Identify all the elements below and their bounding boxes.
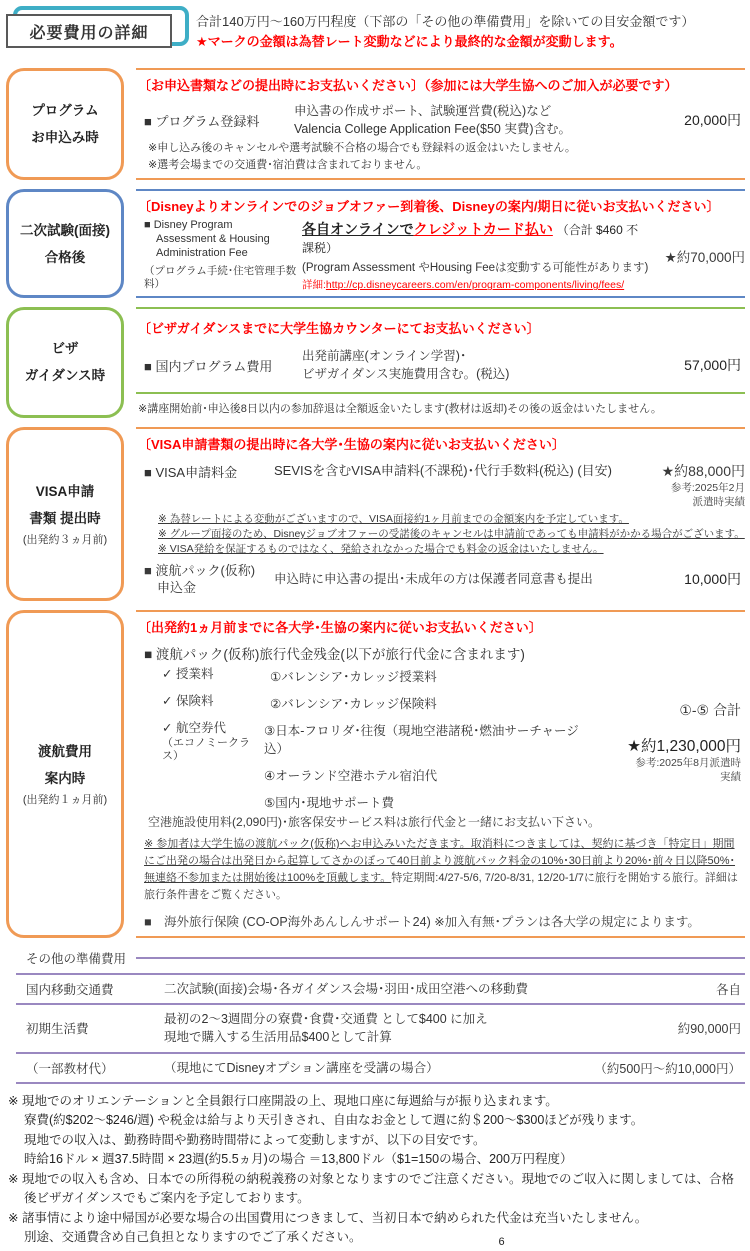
section-travel-costs: [6, 610, 745, 938]
fee-name-line: Assessment & Housing: [156, 233, 270, 246]
row-description: 二次試験(面接)会場･各ガイダンス会場･羽田･成田空港への移動費: [164, 982, 528, 997]
stage-label: 渡航費用: [38, 744, 92, 760]
fee-name-line: ■ Disney Program: [144, 219, 233, 232]
payment-method-text: 各自オンラインで: [302, 221, 414, 238]
stage-sublabel: (出発約１ヵ月前): [22, 794, 108, 807]
note-line: ※ 為替レートによる変動がございますので、VISA面接約1ヶ月前までの金額案内を予定しています。: [158, 512, 629, 525]
table-row: [16, 1003, 745, 1051]
row-amount: 約90,000円: [677, 1022, 741, 1037]
stage-label: 合格後: [44, 249, 86, 265]
fee-row-disney-fee: [144, 219, 745, 292]
payment-method-block: [302, 219, 649, 292]
row-name: 国内移動交通費: [26, 983, 114, 998]
cancellation-note: [144, 836, 745, 904]
divider: [136, 957, 745, 959]
stage-box-travel-costs: [6, 610, 124, 938]
check-label: ✓ 保険料: [162, 694, 214, 709]
detail-label: 詳細:: [302, 279, 326, 292]
header-summary-block: [196, 6, 694, 52]
total-reference: 参考:2025年8月派遣時: [635, 757, 741, 770]
fee-row-visa-fee: [144, 461, 745, 509]
footer-notes: [8, 1092, 745, 1251]
other-fees-label: その他の準備費用: [26, 952, 127, 967]
footer-note: 時給16ドル × 週37.5時間 × 23週(約5.5ヵ月)の場合 ＝13,800ドル（$1=150の場合、200万円程度）: [24, 1152, 573, 1167]
payment-instruction: 〔お申込書類などの提出時にお支払いください〕（参加には大学生協へのご加入が必要です）: [138, 78, 678, 93]
fee-description: [302, 347, 509, 383]
economy-class-label: （エコノミークラス）: [162, 736, 250, 763]
total-label: ①-⑤ 合計: [679, 702, 741, 719]
cancellation-note-underlined: ※ 参加者は大学生協の渡航パック(仮称)へお申込みいただきます。取消料につきましては、契約に基づき「特定日」期間にご出発の場合は出発日から起算してさかのぼって40日前より渡航パック料金の10%･30日前より20%･前々日以降50%･無連絡不参加または開始後は100%を頂戴します。: [144, 838, 736, 885]
fee-name: ■ 渡航パック(仮称)旅行代金残金(以下が旅行代金に含まれます): [144, 647, 525, 663]
credit-card-text: クレジットカード払い: [413, 221, 553, 238]
stage-label: お申込み時: [31, 130, 99, 146]
section-content: [136, 610, 745, 938]
airport-fee-note: 空港施設使用料(2,090円)･旅客保安サービス料は旅行代金と一緒にお支払い下さい。: [148, 815, 601, 830]
stage-sublabel: (出発約３ヵ月前): [22, 534, 108, 547]
fee-name-line: ■ 渡航パック(仮称): [144, 562, 256, 578]
fee-description-line: 申込書の作成サポート、試験運営費(税込)など: [294, 104, 552, 118]
stage-box-visa-guidance: [6, 307, 124, 417]
fee-name: [144, 562, 274, 597]
section-content: [136, 189, 745, 298]
fee-name: [144, 219, 302, 292]
included-item: ①バレンシア･カレッジ授業料: [270, 670, 437, 685]
footer-note: 現地での収入は、勤務時間や勤務時間帯によって変動しますが、以下の目安です。: [24, 1132, 486, 1147]
included-item: ④オーランド空港ホテル宿泊代: [264, 769, 438, 784]
check-label: [162, 721, 264, 811]
stage-label: ビザ: [51, 341, 79, 357]
page-title: 必要費用の詳細: [6, 14, 172, 48]
footer-note: ※ 現地での収入も含め、日本での所得税の納税義務の対象となりますのでご注意ください。現地でのご収入に関しましては、合格後ビザガイダンスでもご案内を予定しております。: [8, 1171, 734, 1206]
included-item-row: [162, 667, 745, 685]
section-visa-application: [6, 427, 745, 601]
fee-name-line: 申込金: [144, 580, 197, 596]
section-visa-guidance: [6, 307, 745, 417]
table-row: [16, 973, 745, 1003]
payment-method: [302, 219, 649, 256]
fee-description: 申込時に申込書の提出･未成年の方は保護者同意書も提出: [274, 572, 593, 587]
fee-amount: 20,000円: [684, 112, 741, 129]
section-content: [136, 307, 745, 417]
cancellation-note-rest: 特定期間:4/27-5/6, 7/20-8/31, 12/20-1/7に旅行を開始する旅行。詳細は旅行条件書をご覧ください。: [144, 872, 738, 902]
refund-note: ※講座開始前･申込後8日以内の参加辞退は全額返金いたします(教材は返却)その後の返金はいたしません。: [138, 402, 662, 415]
footer-note: 寮費(約$202～$246/週) や税金は給与より天引きされ、自由なお金として週に約＄200～$300ほどが残ります。: [24, 1113, 644, 1128]
note-line: ※ グループ面接のため、Disneyジョブオファーの受諾後のキャンセルは申請前であっても申請料がかかる場合がございます。: [158, 527, 745, 540]
visa-notes: [158, 511, 745, 556]
section-interview-pass: [6, 189, 745, 298]
footer-note: ※ 諸事情により途中帰国が必要な場合の出国費用につきまして、当初日本で納められた代金は充当いたしません。: [8, 1210, 648, 1225]
fee-row-domestic-program: [144, 347, 745, 383]
footer-note: 別途、交通費含め自己負担となりますのでご了承ください。: [24, 1230, 362, 1245]
row-description-line: 最初の2～3週間分の寮費･食費･交通費 として$400 に加え: [164, 1012, 488, 1027]
payment-instruction: 〔Disneyよりオンラインでのジョブオファー到着後、Disneyの案内/期日に従いお支払いください〕: [138, 199, 720, 215]
fee-description-line: 出発前講座(オンライン学習)･: [302, 349, 467, 364]
note-line: ※選考会場までの交通費･宿泊費は含まれておりません。: [148, 159, 428, 172]
fee-amount-reference: 参考:2025年2月: [670, 481, 745, 494]
row-description: [164, 1010, 585, 1046]
stage-label: 書類 提出時: [29, 511, 101, 527]
note-line: ※ VISA発給を保証するものではなく、発給されなかった場合でも料金の返金はいたしません。: [158, 542, 604, 555]
fee-description: [294, 102, 571, 138]
stage-box-program-application: [6, 68, 124, 180]
stage-label: プログラム: [31, 103, 99, 119]
table-row: [16, 1052, 745, 1084]
included-item: ⑤国内･現地サポート費: [264, 796, 394, 811]
row-name: （一部教材代）: [26, 1061, 114, 1076]
footer-note: ※ 現地でのオリエンテーションと全員銀行口座開設の上、現地口座に毎週給与が振り込まれます。: [8, 1093, 558, 1108]
stage-label: ガイダンス時: [24, 368, 106, 384]
included-item: ②バレンシア･カレッジ保険料: [270, 697, 437, 712]
payment-total: （合計 $460 不課税）: [302, 223, 639, 256]
included-item: ③日本-フロリダ･往復（現地空港諸税･燃油サーチャージ込）: [264, 724, 579, 757]
travel-total-block: [627, 700, 741, 784]
fee-amount-reference: 派遣時実績: [692, 495, 745, 508]
section-notes: [148, 140, 745, 174]
fee-amount: 57,000円: [684, 357, 741, 374]
stage-label: 案内時: [44, 771, 86, 787]
check-label: ✓ 授業料: [162, 667, 214, 682]
disney-fees-link[interactable]: http://cp.disneycareers.com/en/program-components/living/fees/: [325, 279, 625, 292]
insurance-note: ■ 海外旅行保険 (CO-OP海外あんしんサポート24) ※加入有無･プランは各大学の規定によります。: [144, 915, 700, 930]
fee-description-line: Valencia College Application Fee($50 実費)含む。: [294, 122, 571, 137]
section-content: [136, 427, 745, 601]
total-amount: ★約1,230,000円: [627, 738, 741, 756]
row-amount: （約500円～約10,000円）: [594, 1061, 741, 1076]
other-fees-header: [6, 947, 745, 969]
fee-name-sub: （プログラム手続･住宅管理手数料）: [144, 264, 297, 290]
row-amount: 各自: [715, 983, 741, 998]
section-content: [136, 68, 745, 180]
stage-box-visa-application: [6, 427, 124, 601]
fee-name: ■ 国内プログラム費用: [144, 358, 273, 374]
row-description: （現地にてDisneyオプション講座を受講の場合）: [164, 1060, 439, 1075]
fee-description: SEVISを含むVISA申請料(不課税)･代行手数料(税込) (目安): [274, 462, 613, 478]
row-name: 初期生活費: [26, 1022, 89, 1037]
payment-instruction: 〔出発約1ヵ月前までに各大学･生協の案内に従いお支払いください〕: [138, 620, 542, 636]
row-description-line: 現地で購入する生活用品$400として計算: [164, 1030, 392, 1045]
section-program-application: [6, 68, 745, 180]
payment-instruction: 〔VISA申請書類の提出時に各大学･生協の案内に従いお支払いください〕: [138, 436, 565, 452]
page-number: 6: [498, 1235, 505, 1248]
stage-label: 二次試験(面接): [20, 222, 110, 238]
fee-name-line: Administration Fee: [156, 246, 248, 259]
total-reference: 実績: [720, 771, 741, 784]
other-fees-table: [16, 973, 745, 1084]
stage-box-interview-pass: [6, 189, 124, 298]
fee-amount-block: [627, 461, 745, 509]
bounded-content: [136, 307, 745, 393]
stage-label: VISA申請: [35, 484, 95, 500]
page-title-plate: [6, 6, 196, 54]
fee-amount: ★約88,000円: [661, 462, 745, 479]
fee-name: ■ プログラム登録料: [144, 113, 260, 129]
fee-amount: 10,000円: [684, 571, 741, 588]
fee-name: ■ VISA申請料金: [144, 464, 238, 480]
fee-amount: ★約70,000円: [664, 249, 745, 265]
total-estimate-text: 合計140万円～160万円程度（下部の「その他の準備費用」を除いての目安金額です）: [196, 14, 695, 29]
fee-row-registration: [144, 102, 745, 138]
detail-link-row: [302, 277, 649, 292]
fee-variability-note: (Program Assessment やHousing Feeは変動する可能性があります): [302, 262, 649, 275]
page-header: [6, 6, 745, 58]
fee-row-travel-pack-deposit: [144, 562, 745, 597]
note-line: ※申し込み後のキャンセルや選考試験不合格の場合でも登録料の返金はいたしません。: [148, 142, 576, 155]
check-label-line: ✓ 航空券代: [162, 721, 226, 736]
fee-description-line: ビザガイダンス実施費用含む。(税込): [302, 367, 510, 382]
exchange-rate-warning: ★マークの金額は為替レート変動などにより最終的な金額が変動します。: [196, 34, 623, 50]
payment-instruction: 〔ビザガイダンスまでに大学生協カウンターにてお支払いください〕: [138, 321, 540, 337]
